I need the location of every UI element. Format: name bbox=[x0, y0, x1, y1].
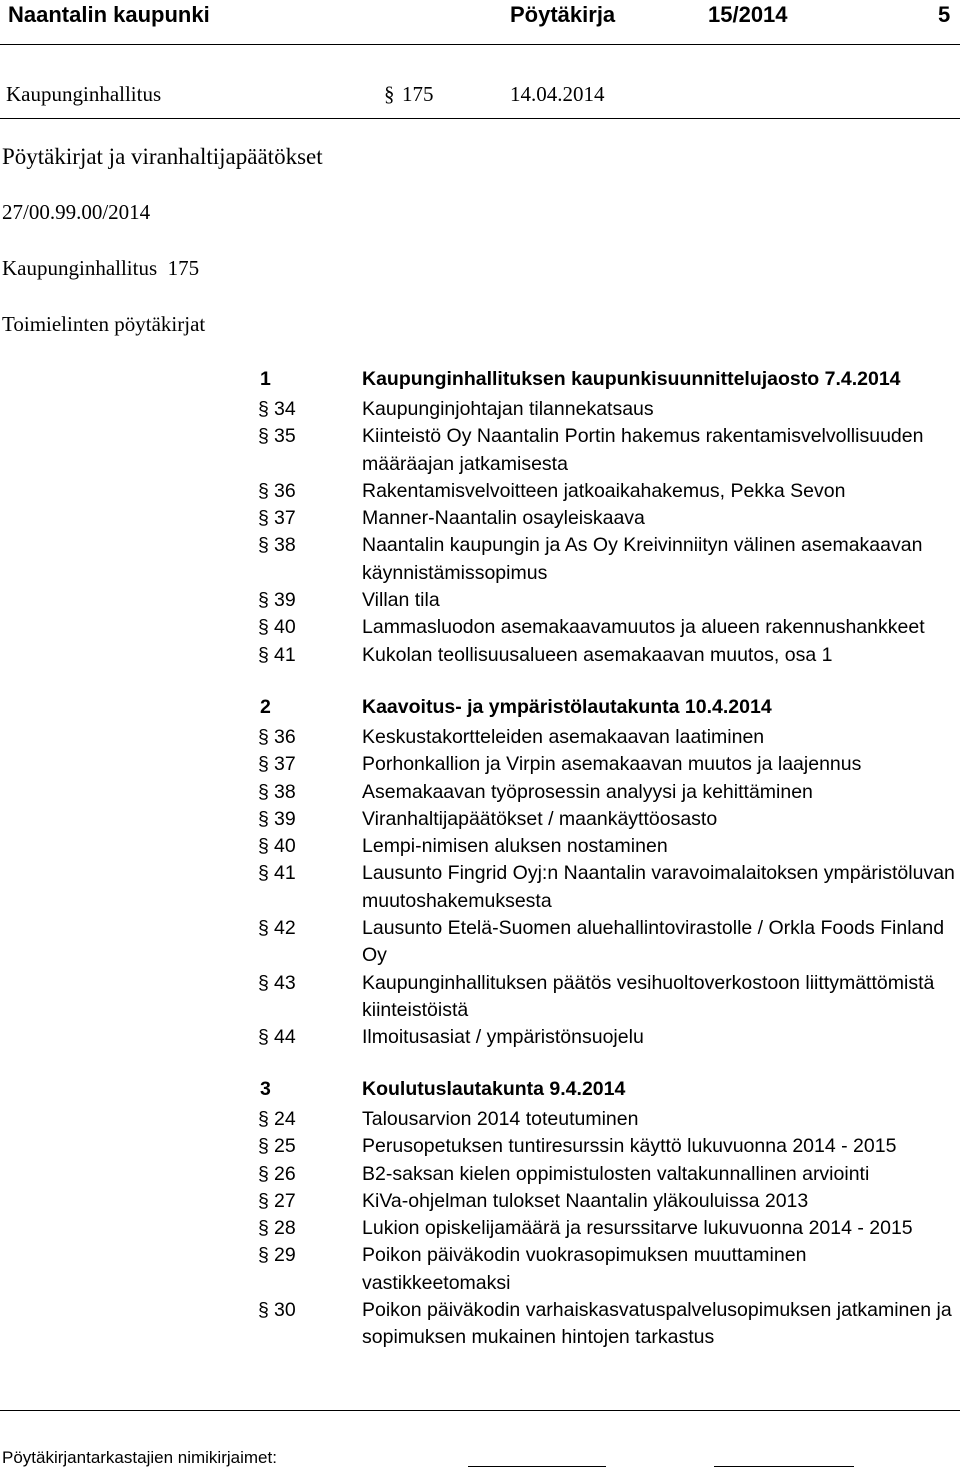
item-number: 34 bbox=[274, 398, 296, 420]
item-text: Rakentamisvelvoitteen jatkoaikahakemus, Pekka Sevon bbox=[362, 479, 846, 502]
item-number: 35 bbox=[274, 425, 296, 448]
paragraph-sign: § bbox=[258, 1244, 269, 1267]
section-1 bbox=[258, 368, 958, 669]
paragraph-sign: § bbox=[258, 534, 269, 557]
page-header bbox=[0, 2, 960, 32]
item-text: Lausunto Fingrid Oyj:n Naantalin varavoimalaitoksen ympäristöluvan muutoshakemuksesta bbox=[362, 862, 955, 912]
item-number: 30 bbox=[274, 1299, 296, 1322]
item-text: Kaupunginjohtajan tilannekatsaus bbox=[362, 398, 654, 420]
item-number: 26 bbox=[274, 1162, 296, 1185]
item-text: Villan tila bbox=[362, 589, 440, 612]
paragraph-sign: § bbox=[258, 1162, 269, 1185]
list-item bbox=[258, 1106, 958, 1133]
list-item bbox=[258, 1024, 958, 1051]
footer-label: Pöytäkirjantarkastajien nimikirjaimet: bbox=[2, 1448, 277, 1467]
item-text: Perusopetuksen tuntiresurssin käyttö lukuvuonna 2014 - 2015 bbox=[362, 1135, 897, 1158]
list-item bbox=[258, 396, 958, 423]
section-heading bbox=[258, 1078, 958, 1106]
list-item bbox=[258, 532, 958, 587]
section-heading bbox=[258, 696, 958, 724]
list-item bbox=[258, 860, 958, 915]
paragraph-sign: § bbox=[258, 753, 269, 776]
paragraph-sign: § bbox=[258, 1189, 269, 1212]
footer-divider bbox=[0, 1410, 960, 1411]
paragraph-sign: § bbox=[258, 807, 269, 830]
item-number: 38 bbox=[274, 780, 296, 803]
list-item bbox=[258, 970, 958, 1025]
item-number: 28 bbox=[274, 1217, 296, 1240]
paragraph-sign: § bbox=[258, 1026, 269, 1049]
paragraph-sign: § bbox=[258, 1217, 269, 1240]
list-item bbox=[258, 915, 958, 970]
section-title: Kaavoitus- ja ympäristölautakunta 10.4.2014 bbox=[362, 696, 772, 718]
item-number: 27 bbox=[274, 1189, 296, 1212]
paragraph-sign: § bbox=[258, 425, 269, 448]
item-text: Naantalin kaupungin ja As Oy Kreivinniityn välinen asemakaavan käynnistämissopimus bbox=[362, 534, 923, 584]
item-number: 40 bbox=[274, 835, 296, 858]
item-number: 41 bbox=[274, 862, 296, 885]
item-number: 43 bbox=[274, 971, 296, 994]
meeting-body: Kaupunginhallitus bbox=[6, 82, 162, 106]
paragraph-sign: § bbox=[258, 1299, 269, 1322]
item-number: 37 bbox=[274, 753, 296, 776]
item-number: 24 bbox=[274, 1108, 296, 1130]
list-item bbox=[258, 724, 958, 751]
item-number: 38 bbox=[274, 534, 296, 557]
paragraph-sign: § bbox=[258, 589, 269, 612]
organization-name: Naantalin kaupunki bbox=[8, 2, 210, 27]
paragraph-sign: § bbox=[258, 971, 269, 994]
section-number: 1 bbox=[260, 368, 271, 390]
meeting-date: 14.04.2014 bbox=[510, 82, 605, 106]
item-text: Kukolan teollisuusalueen asemakaavan muutos, osa 1 bbox=[362, 643, 833, 666]
list-item bbox=[258, 1133, 958, 1160]
item-text: Manner-Naantalin osayleiskaava bbox=[362, 507, 645, 530]
meeting-divider bbox=[0, 118, 960, 119]
item-text: Talousarvion 2014 toteutuminen bbox=[362, 1108, 639, 1130]
list-item bbox=[258, 1297, 958, 1352]
item-text: Lukion opiskelijamäärä ja resurssitarve lukuvuonna 2014 - 2015 bbox=[362, 1217, 913, 1240]
item-text: Keskustakortteleiden asemakaavan laatiminen bbox=[362, 726, 765, 748]
paragraph-sign: § bbox=[258, 398, 269, 420]
list-item bbox=[258, 505, 958, 532]
item-text: Poikon päiväkodin varhaiskasvatuspalvelusopimuksen jatkaminen ja sopimuksen mukainen hintojen tarkastus bbox=[362, 1299, 952, 1349]
section-title: Koulutuslautakunta 9.4.2014 bbox=[362, 1078, 626, 1100]
section-heading bbox=[258, 368, 958, 396]
item-number: 40 bbox=[274, 616, 296, 639]
item-text: Lempi-nimisen aluksen nostaminen bbox=[362, 835, 668, 858]
paragraph-sign: § bbox=[258, 479, 269, 502]
item-text: Lammasluodon asemakaavamuutos ja alueen rakennushankkeet bbox=[362, 616, 925, 639]
list-item bbox=[258, 614, 958, 641]
list-item bbox=[258, 587, 958, 614]
item-text: Porhonkallion ja Virpin asemakaavan muutos ja laajennus bbox=[362, 753, 862, 776]
meeting-info bbox=[6, 82, 956, 110]
paragraph-sign: § bbox=[258, 862, 269, 885]
item-number: 42 bbox=[274, 917, 296, 940]
page-number: 5 bbox=[938, 2, 951, 27]
section-2 bbox=[258, 696, 958, 1052]
item-text: Viranhaltijapäätökset / maankäyttöosasto bbox=[362, 807, 718, 830]
section-number: 3 bbox=[260, 1078, 271, 1100]
subtitle: Toimielinten pöytäkirjat bbox=[2, 312, 206, 336]
paragraph-sign: § bbox=[258, 643, 269, 666]
signature-line-2 bbox=[714, 1466, 854, 1467]
item-number: 39 bbox=[274, 589, 296, 612]
item-text: B2-saksan kielen oppimistulosten valtakunnallinen arviointi bbox=[362, 1162, 870, 1185]
section-number: 2 bbox=[260, 696, 271, 718]
paragraph-sign: § bbox=[258, 780, 269, 803]
paragraph-sign: § bbox=[258, 917, 269, 940]
item-number: 37 bbox=[274, 507, 296, 530]
item-number: 41 bbox=[274, 643, 296, 666]
item-number: 29 bbox=[274, 1244, 296, 1267]
list-item bbox=[258, 1215, 958, 1242]
item-text: Ilmoitusasiat / ympäristönsuojelu bbox=[362, 1026, 644, 1049]
item-text: Asemakaavan työprosessin analyysi ja kehittäminen bbox=[362, 780, 813, 803]
header-divider bbox=[0, 44, 960, 45]
page-title: Pöytäkirjat ja viranhaltijapäätökset bbox=[2, 144, 323, 169]
list-item bbox=[258, 1188, 958, 1215]
list-item bbox=[258, 751, 958, 778]
list-item bbox=[258, 806, 958, 833]
paragraph-sign: § bbox=[258, 1135, 269, 1158]
item-text: Poikon päiväkodin vuokrasopimuksen muuttaminen vastikkeetomaksi bbox=[362, 1244, 807, 1294]
list-item bbox=[258, 423, 958, 478]
item-number: 36 bbox=[274, 479, 296, 502]
section-title: Kaupunginhallituksen kaupunkisuunnittelujaosto 7.4.2014 bbox=[362, 368, 901, 390]
list-item bbox=[258, 1242, 958, 1297]
paragraph-sign: § bbox=[258, 616, 269, 639]
list-item bbox=[258, 833, 958, 860]
item-number: 36 bbox=[274, 726, 296, 748]
handler: Kaupunginhallitus 175 bbox=[2, 256, 200, 280]
item-text: KiVa-ohjelman tulokset Naantalin yläkouluissa 2013 bbox=[362, 1189, 809, 1212]
document-type: Pöytäkirja bbox=[510, 2, 616, 27]
list-item bbox=[258, 478, 958, 505]
item-text: Kiinteistö Oy Naantalin Portin hakemus rakentamisvelvollisuuden määräajan jatkamisesta bbox=[362, 425, 924, 475]
paragraph-sign: § bbox=[258, 726, 269, 748]
paragraph-sign: § bbox=[258, 835, 269, 858]
section-3 bbox=[258, 1078, 958, 1352]
signature-line-1 bbox=[468, 1466, 606, 1467]
paragraph-sign: § bbox=[258, 507, 269, 530]
item-number: 44 bbox=[274, 1026, 296, 1049]
paragraph-sign: § bbox=[384, 82, 395, 106]
meeting-section: 175 bbox=[402, 82, 434, 106]
item-text: Kaupunginhallituksen päätös vesihuoltoverkostoon liittymättömistä kiinteistöistä bbox=[362, 971, 935, 1021]
paragraph-sign: § bbox=[258, 1108, 269, 1130]
document-number: 15/2014 bbox=[708, 2, 788, 27]
item-number: 39 bbox=[274, 807, 296, 830]
reference-number: 27/00.99.00/2014 bbox=[2, 200, 151, 224]
list-item bbox=[258, 1161, 958, 1188]
list-item bbox=[258, 642, 958, 669]
item-text: Lausunto Etelä-Suomen aluehallintovirastolle / Orkla Foods Finland Oy bbox=[362, 917, 945, 967]
list-item bbox=[258, 779, 958, 806]
item-number: 25 bbox=[274, 1135, 296, 1158]
